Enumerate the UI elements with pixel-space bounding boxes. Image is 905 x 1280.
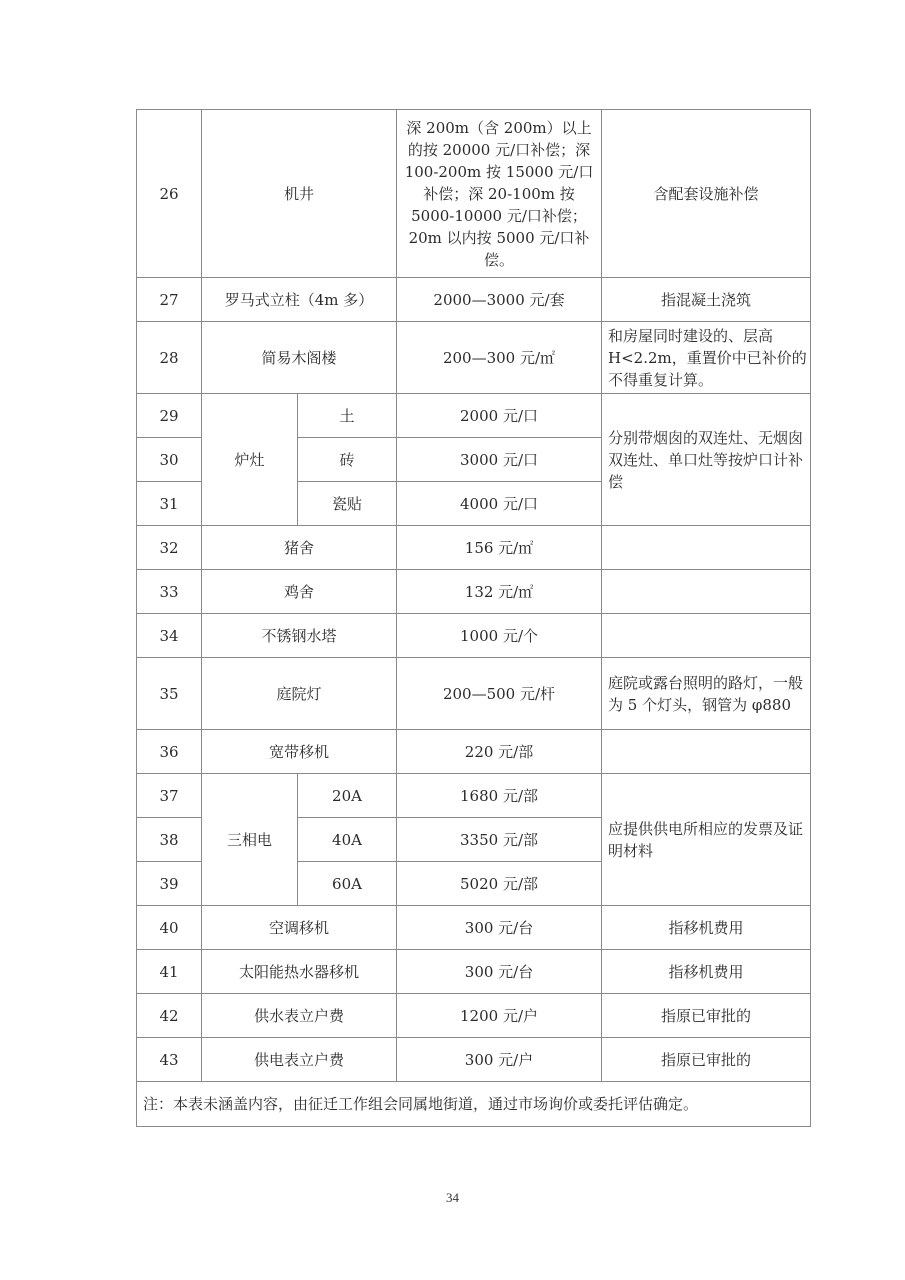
table-row: [137, 906, 811, 950]
item-price: 200—300 元/㎡: [397, 322, 602, 394]
table-row: [137, 278, 811, 322]
item-name: 宽带移机: [202, 730, 397, 774]
row-number: 27: [137, 278, 202, 322]
item-remark: 指移机费用: [602, 950, 811, 994]
item-price: 3350 元/部: [397, 818, 602, 862]
table-note: 注：本表未涵盖内容，由征迁工作组会同属地街道，通过市场询价或委托评估确定。: [137, 1082, 811, 1127]
item-name: 太阳能热水器移机: [202, 950, 397, 994]
item-name: 空调移机: [202, 906, 397, 950]
item-price: 300 元/户: [397, 1038, 602, 1082]
row-number: 36: [137, 730, 202, 774]
item-subtype: 40A: [298, 818, 397, 862]
item-remark: 分别带烟囱的双连灶、无烟囱双连灶、单口灶等按炉口计补偿: [602, 394, 811, 526]
item-price: 1200 元/户: [397, 994, 602, 1038]
row-number: 31: [137, 482, 202, 526]
item-price: 156 元/㎡: [397, 526, 602, 570]
item-price: 200—500 元/杆: [397, 658, 602, 730]
item-price: 2000—3000 元/套: [397, 278, 602, 322]
item-subtype: 土: [298, 394, 397, 438]
item-price: 300 元/台: [397, 950, 602, 994]
item-price: 深 200m（含 200m）以上的按 20000 元/口补偿；深 100-200m 按 15000 元/口补偿；深 20-100m 按 5000-10000 元/口补偿；20m 以内按 5000 元/口补偿。: [397, 110, 602, 278]
item-price: 132 元/㎡: [397, 570, 602, 614]
item-name: 机井: [202, 110, 397, 278]
table-row: [137, 1038, 811, 1082]
item-name: 鸡舍: [202, 570, 397, 614]
row-number: 39: [137, 862, 202, 906]
row-number: 30: [137, 438, 202, 482]
item-price: 5020 元/部: [397, 862, 602, 906]
item-subtype: 20A: [298, 774, 397, 818]
table-row: [137, 110, 811, 278]
item-price: 300 元/台: [397, 906, 602, 950]
item-remark: [602, 614, 811, 658]
item-price: 2000 元/口: [397, 394, 602, 438]
item-remark: 指移机费用: [602, 906, 811, 950]
item-remark: 应提供供电所相应的发票及证明材料: [602, 774, 811, 906]
compensation-table: [136, 109, 811, 1127]
row-number: 29: [137, 394, 202, 438]
row-number: 32: [137, 526, 202, 570]
row-number: 37: [137, 774, 202, 818]
table-row: [137, 322, 811, 394]
item-remark: 指原已审批的: [602, 1038, 811, 1082]
note-row: [137, 1082, 811, 1127]
item-subtype: 砖: [298, 438, 397, 482]
row-number: 40: [137, 906, 202, 950]
row-number: 41: [137, 950, 202, 994]
table-row: [137, 658, 811, 730]
table-row: [137, 950, 811, 994]
item-name: 不锈钢水塔: [202, 614, 397, 658]
row-number: 28: [137, 322, 202, 394]
page-number: 34: [446, 1190, 459, 1205]
item-name: 庭院灯: [202, 658, 397, 730]
item-remark: [602, 570, 811, 614]
table-row: [137, 730, 811, 774]
item-price: 4000 元/口: [397, 482, 602, 526]
table-row: [137, 614, 811, 658]
item-price: 1000 元/个: [397, 614, 602, 658]
row-number: 43: [137, 1038, 202, 1082]
item-name: 简易木阁楼: [202, 322, 397, 394]
item-name: 猪舍: [202, 526, 397, 570]
item-name: 三相电: [202, 774, 298, 906]
item-remark: 和房屋同时建设的、层高H<2.2m，重置价中已补价的不得重复计算。: [602, 322, 811, 394]
item-price: 1680 元/部: [397, 774, 602, 818]
item-remark: 指混凝土浇筑: [602, 278, 811, 322]
item-name: 炉灶: [202, 394, 298, 526]
table-row: [137, 526, 811, 570]
item-name: 供水表立户费: [202, 994, 397, 1038]
row-number: 42: [137, 994, 202, 1038]
item-remark: 指原已审批的: [602, 994, 811, 1038]
item-name: 供电表立户费: [202, 1038, 397, 1082]
item-remark: 庭院或露台照明的路灯，一般为 5 个灯头，钢管为 φ880: [602, 658, 811, 730]
row-number: 26: [137, 110, 202, 278]
item-remark: [602, 526, 811, 570]
item-remark: 含配套设施补偿: [602, 110, 811, 278]
item-remark: [602, 730, 811, 774]
row-number: 35: [137, 658, 202, 730]
row-number: 33: [137, 570, 202, 614]
table-row: [137, 394, 811, 438]
item-price: 3000 元/口: [397, 438, 602, 482]
item-subtype: 60A: [298, 862, 397, 906]
row-number: 38: [137, 818, 202, 862]
row-number: 34: [137, 614, 202, 658]
table-row: [137, 994, 811, 1038]
table-row: [137, 774, 811, 818]
item-price: 220 元/部: [397, 730, 602, 774]
item-name: 罗马式立柱（4m 多）: [202, 278, 397, 322]
table-row: [137, 570, 811, 614]
item-subtype: 瓷贴: [298, 482, 397, 526]
